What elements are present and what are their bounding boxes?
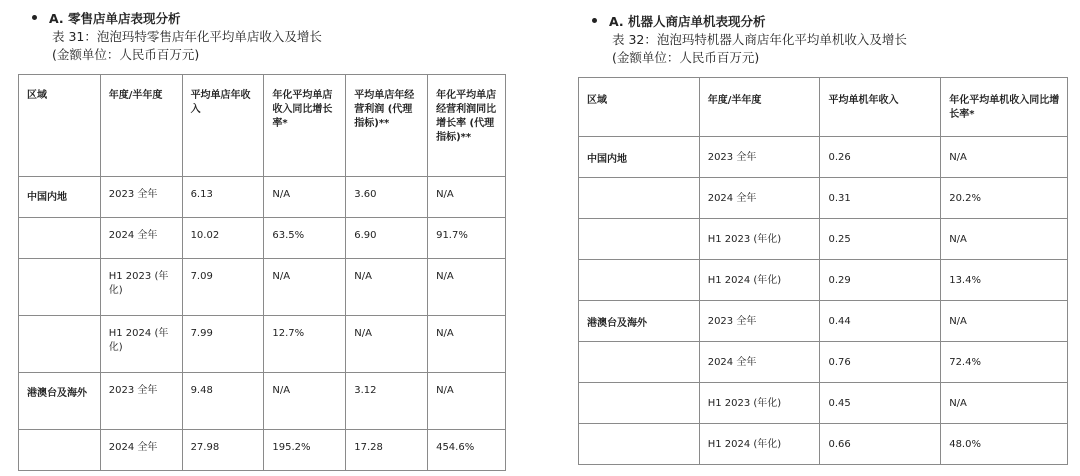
table-row <box>579 383 1068 424</box>
header-cell: 年度/半年度 <box>100 75 182 177</box>
table-row <box>19 430 506 471</box>
value-cell: 10.02 <box>182 218 264 259</box>
region-cell <box>579 424 700 465</box>
table-row <box>579 424 1068 465</box>
region-cell: 港澳台及海外 <box>19 373 101 430</box>
period-cell: 2024 全年 <box>699 342 820 383</box>
header-cell: 年化平均单店收入同比增长率* <box>264 75 346 177</box>
period-cell: H1 2024 (年化) <box>100 316 182 373</box>
table-row <box>579 301 1068 342</box>
period-cell: 2024 全年 <box>100 430 182 471</box>
value-cell: 0.25 <box>820 219 941 260</box>
period-cell: 2024 全年 <box>100 218 182 259</box>
section-title: A. 机器人商店单机表现分析 <box>592 13 766 30</box>
table-row <box>579 137 1068 178</box>
header-cell: 年化平均单机收入同比增长率* <box>941 78 1068 137</box>
header-cell: 区域 <box>19 75 101 177</box>
value-cell: 20.2% <box>941 178 1068 219</box>
value-cell: 7.99 <box>182 316 264 373</box>
period-cell: H1 2024 (年化) <box>699 260 820 301</box>
table-row <box>19 259 506 316</box>
table-row <box>19 177 506 218</box>
table-row <box>19 373 506 430</box>
value-cell: 9.48 <box>182 373 264 430</box>
region-cell <box>579 260 700 301</box>
period-cell: H1 2023 (年化) <box>699 383 820 424</box>
bullet-icon <box>592 18 597 23</box>
table-row <box>579 342 1068 383</box>
value-cell: 454.6% <box>428 430 506 471</box>
region-cell <box>579 342 700 383</box>
period-cell: 2023 全年 <box>100 373 182 430</box>
header-cell: 平均单机年收入 <box>820 78 941 137</box>
header-cell: 平均单店年经营利润 (代理指标)** <box>346 75 428 177</box>
table-31 <box>18 74 506 471</box>
region-cell <box>19 316 101 373</box>
header-cell: 年化平均单店经营利润同比增长率 (代理指标)** <box>428 75 506 177</box>
table-header-row <box>579 78 1068 137</box>
region-cell: 中国内地 <box>579 137 700 178</box>
value-cell: 0.66 <box>820 424 941 465</box>
value-cell: 0.26 <box>820 137 941 178</box>
value-cell: 195.2% <box>264 430 346 471</box>
value-cell: N/A <box>264 373 346 430</box>
value-cell: 0.45 <box>820 383 941 424</box>
value-cell: N/A <box>428 373 506 430</box>
value-cell: 17.28 <box>346 430 428 471</box>
value-cell: N/A <box>941 219 1068 260</box>
bullet-icon <box>32 15 37 20</box>
value-cell: N/A <box>941 383 1068 424</box>
region-cell <box>579 178 700 219</box>
value-cell: 91.7% <box>428 218 506 259</box>
header-cell: 平均单店年收入 <box>182 75 264 177</box>
table-header-row <box>19 75 506 177</box>
table-row <box>19 218 506 259</box>
table-caption: 表 31：泡泡玛特零售店年化平均单店收入及增长 <box>52 29 322 44</box>
period-cell: 2023 全年 <box>699 137 820 178</box>
value-cell: N/A <box>264 177 346 218</box>
unit-note: (金额单位：人民币百万元) <box>612 50 760 65</box>
table-caption: 表 32：泡泡玛特机器人商店年化平均单机收入及增长 <box>612 32 907 47</box>
value-cell: N/A <box>428 259 506 316</box>
value-cell: N/A <box>428 177 506 218</box>
region-cell: 港澳台及海外 <box>579 301 700 342</box>
region-cell <box>19 259 101 316</box>
value-cell: 3.12 <box>346 373 428 430</box>
value-cell: 12.7% <box>264 316 346 373</box>
period-cell: 2023 全年 <box>699 301 820 342</box>
value-cell: 0.76 <box>820 342 941 383</box>
region-cell <box>19 218 101 259</box>
region-cell <box>19 430 101 471</box>
value-cell: N/A <box>346 316 428 373</box>
value-cell: 0.31 <box>820 178 941 219</box>
value-cell: 6.13 <box>182 177 264 218</box>
table-row <box>579 178 1068 219</box>
value-cell: 6.90 <box>346 218 428 259</box>
table-row <box>579 260 1068 301</box>
value-cell: 72.4% <box>941 342 1068 383</box>
region-cell <box>579 383 700 424</box>
period-cell: H1 2024 (年化) <box>699 424 820 465</box>
value-cell: N/A <box>941 301 1068 342</box>
value-cell: N/A <box>941 137 1068 178</box>
unit-note: (金额单位：人民币百万元) <box>52 47 200 62</box>
value-cell: 13.4% <box>941 260 1068 301</box>
value-cell: 0.44 <box>820 301 941 342</box>
header-cell: 年度/半年度 <box>699 78 820 137</box>
value-cell: 27.98 <box>182 430 264 471</box>
value-cell: 0.29 <box>820 260 941 301</box>
value-cell: N/A <box>428 316 506 373</box>
table-32 <box>578 77 1068 465</box>
section-title: A. 零售店单店表现分析 <box>32 10 181 27</box>
value-cell: 7.09 <box>182 259 264 316</box>
period-cell: 2024 全年 <box>699 178 820 219</box>
period-cell: 2023 全年 <box>100 177 182 218</box>
value-cell: N/A <box>264 259 346 316</box>
table-row <box>579 219 1068 260</box>
value-cell: 3.60 <box>346 177 428 218</box>
region-cell: 中国内地 <box>19 177 101 218</box>
table-row <box>19 316 506 373</box>
period-cell: H1 2023 (年化) <box>100 259 182 316</box>
value-cell: 63.5% <box>264 218 346 259</box>
period-cell: H1 2023 (年化) <box>699 219 820 260</box>
value-cell: N/A <box>346 259 428 316</box>
header-cell: 区域 <box>579 78 700 137</box>
region-cell <box>579 219 700 260</box>
value-cell: 48.0% <box>941 424 1068 465</box>
